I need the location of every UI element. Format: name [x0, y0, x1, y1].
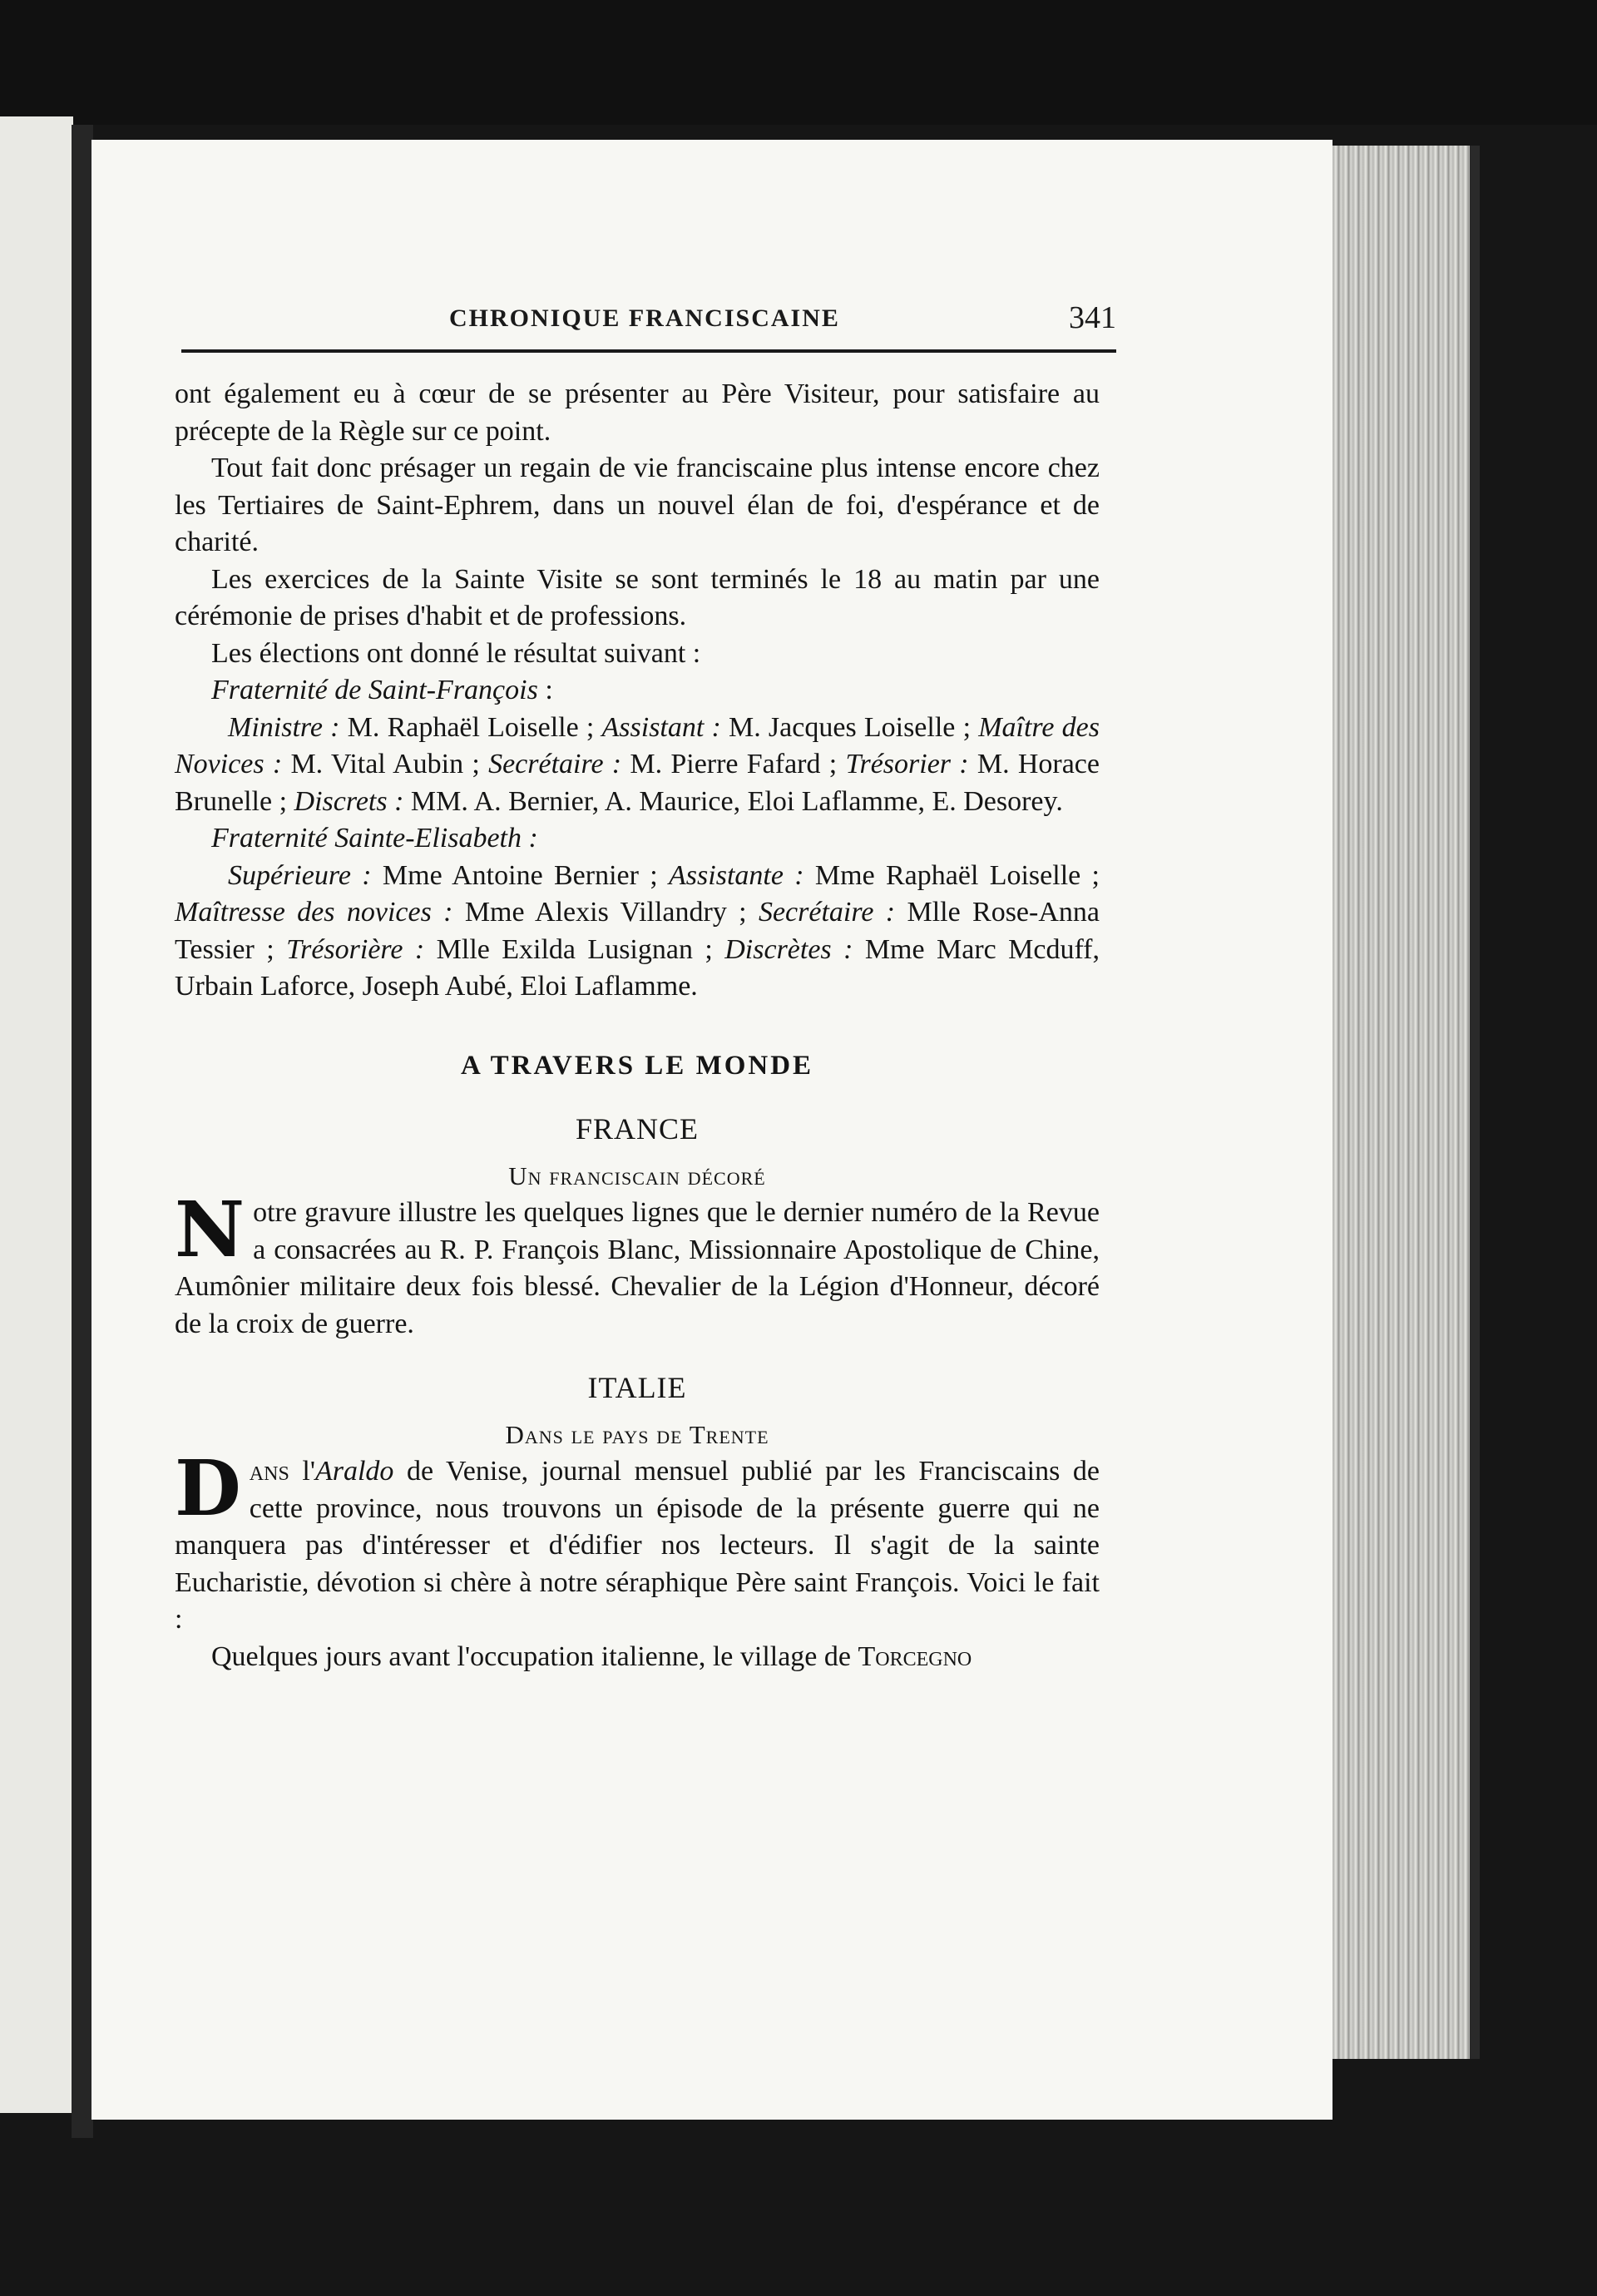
country-heading-france: FRANCE [575, 1112, 700, 1146]
officer-label: Maître des Novices : [175, 711, 1100, 779]
running-title: CHRONIQUE FRANCISCAINE [449, 304, 840, 332]
officer-name: M. Jacques Loiselle ; [720, 711, 979, 743]
left-facing-page-edge [0, 116, 73, 2113]
fraternity-name: Fraternité Sainte-Elisabeth : [211, 823, 538, 854]
drop-cap: N [175, 1185, 245, 1274]
officer-label: Maîtresse des novices : [175, 897, 453, 928]
officer-label: Trésorier : [845, 749, 969, 779]
officer-label: Assistante : [669, 859, 804, 891]
officer-name: MM. A. Bernier, A. Maurice, Eloi Laflamme, E. Desorey. [403, 785, 1063, 817]
article-text: otre gravure illustre les quelques lignes que le dernier numéro de la Revue a consacrées au R. P. François Blanc, Missionnaire Apostolique de Chine, Aumônier militaire deux fois blessé. Chevalier de la Légion d'Honneur, décoré de la croix de guerre. [175, 1197, 1100, 1339]
officer-label: Ministre : [228, 711, 340, 743]
officer-label: Discrets : [294, 785, 404, 817]
article-subhead: Un franciscain décoré [508, 1160, 766, 1190]
paragraph: Les exercices de la Sainte Visite se sont terminés le 18 au matin par une cérémonie de prises d'habit et de professions. [175, 563, 1100, 631]
officer-name: Mlle Rose-Anna Tessier ; [175, 897, 1100, 965]
officer-name: M. Horace Brunelle ; [175, 749, 1100, 817]
article-text: l' [289, 1456, 315, 1487]
page-number: 341 [1069, 300, 1116, 335]
country-heading-italie: ITALIE [587, 1371, 687, 1404]
officer-label: Trésorière : [286, 933, 425, 965]
fraternity-colon: : [537, 675, 553, 705]
page-header [181, 291, 1116, 353]
officer-label: Supérieure : [228, 859, 372, 891]
officer-label: Discrètes : [724, 933, 853, 965]
officers-list [175, 710, 1100, 821]
officer-name: Mlle Exilda Lusignan ; [424, 933, 725, 965]
officer-name: Mme Raphaël Loiselle ; [803, 859, 1100, 891]
paragraph: Les élections ont donné le résultat suivant : [211, 637, 701, 669]
journal-title: Araldo [314, 1456, 394, 1487]
village-name: Torcegno [858, 1640, 972, 1672]
page-block-edges [1318, 146, 1470, 2059]
scan-background-top [0, 0, 1597, 125]
officer-name: Mme Marc Mcduff, Urbain Laforce, Joseph Aubé, Eloi Laflamme. [175, 933, 1100, 1002]
article-text: de Venise, journal mensuel publié par les Franciscains de cette province, nous trouvons un épisode de la présente guerre qui ne manquera pas d'intéresser et d'édifier nos lecteurs. Il s'agit de la sainte Eucharistie, dévotion si chère à notre séraphique Père saint François. Voici le fait : [175, 1456, 1100, 1635]
officer-name: Mme Alexis Villandry ; [452, 897, 759, 928]
officer-label: Secrétaire : [758, 897, 896, 928]
article-text: Quelques jours avant l'occupation italienne, le village de [211, 1640, 858, 1672]
section-title: A TRAVERS LE MONDE [460, 1050, 814, 1081]
fraternity-heading [175, 672, 1100, 710]
paragraph: Tout fait donc présager un regain de vie franciscaine plus intense encore chez les Tertiaires de Saint-Ephrem, dans un nouvel élan de foi, d'espérance et de charité. [175, 453, 1100, 557]
fraternity-name: Fraternité de Saint-François [211, 675, 538, 705]
article-subhead: Dans le pays de Trente [505, 1419, 769, 1449]
officer-name: M. Pierre Fafard ; [621, 749, 846, 779]
officer-name: M. Raphaël Loiselle ; [339, 711, 602, 743]
officers-list [175, 858, 1100, 1006]
officer-name: M. Vital Aubin ; [282, 749, 489, 779]
paragraph: ont également eu à cœur de se présenter au Père Visiteur, pour satisfaire au précepte de la Règle sur ce point. [175, 379, 1100, 447]
book-gutter [72, 125, 93, 2138]
officer-label: Assistant : [601, 711, 721, 743]
article-paragraph [175, 1443, 1100, 1639]
article-paragraph [175, 1185, 1100, 1343]
paragraph [175, 1639, 1100, 1676]
drop-cap: D [175, 1443, 241, 1533]
fraternity-heading [175, 820, 1100, 858]
first-word: ans [249, 1456, 289, 1487]
officer-name: Mme Antoine Bernier ; [371, 859, 670, 891]
page-body [175, 376, 1100, 1675]
officer-label: Secrétaire : [488, 749, 622, 779]
